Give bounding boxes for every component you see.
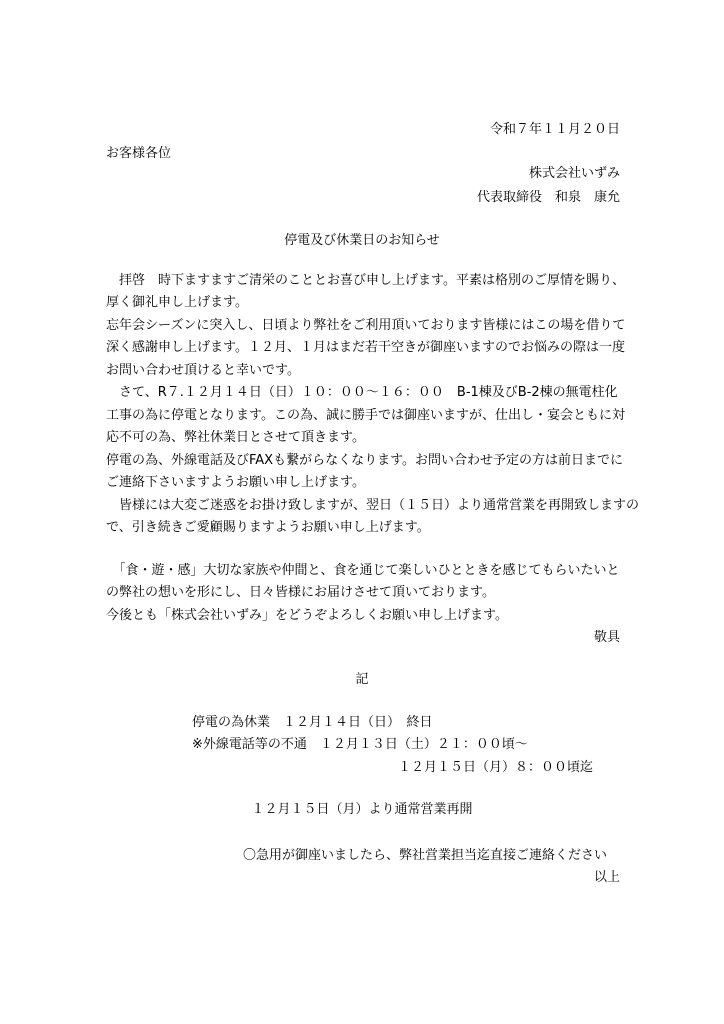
body-line: 工事の為に停電となります。この為、誠に勝手では御座いますが、仕出し・宴会ともに対 (106, 408, 625, 423)
body-line: 停電の為、外線電話及びFAXも繋がらなくなります。お問い合わせ予定の方は前日までに (106, 453, 624, 468)
body-line: 応不可の為、弊社休業日とさせて頂きます。 (106, 430, 365, 445)
letter-date: 令和７年１１月２０日 (489, 122, 620, 137)
body-line: 忘年会シーズンに突入し、日頃より弊社をご利用頂いております皆様にはこの場を借りて (106, 318, 626, 333)
phone-outage-start: ※外線電話等の不通 １２月１３日（土）２１：００頃～ (192, 737, 528, 752)
body-line: 厚く御礼申し上げます。 (106, 295, 248, 310)
message-line: の弊社の想いを形にし、日々皆様にお届けさせて頂いております。 (106, 585, 495, 600)
resume-notice: １２月１５日（月）より通常営業再開 (251, 802, 473, 817)
body-line: お問い合わせ頂けると幸いです。 (106, 363, 300, 378)
message-line: 「食・遊・感」大切な家族や仲間と、食を通じて楽しいひとときを感じてもらいたいと (106, 563, 620, 578)
body-line: で、引き続きご愛顧賜りますようお願い申し上げます。 (106, 520, 430, 535)
closure-schedule: 停電の為休業 １２月１４日（日） 終日 (192, 715, 433, 730)
company-name: 株式会社いずみ (528, 166, 620, 181)
body-line: 皆様には大変ご迷惑をお掛け致しますが、翌日（１５日）より通常営業を再開致しますの (106, 498, 640, 513)
body-line: ご連絡下さいますようお願い申し上げます。 (106, 475, 365, 490)
body-line: 拝啓 時下ますますご清栄のこととお喜び申し上げます。平素は格別のご厚情を賜り、 (106, 273, 625, 288)
letter-title: 停電及び休業日のお知らせ (284, 233, 440, 248)
body-line: 深く感謝申し上げます。１２月、１月はまだ若干空きが御座いますのでお悩みの際は一度 (106, 340, 625, 355)
phone-outage-end: １２月１５日（月）８：００頃迄 (398, 760, 594, 775)
message-line: 今後とも「株式会社いずみ」をどうぞよろしくお願い申し上げます。 (106, 608, 508, 623)
ki-heading: 記 (355, 672, 369, 687)
representative: 代表取締役 和泉 康允 (476, 190, 620, 205)
closing-keigu: 敬具 (593, 630, 620, 645)
urgent-contact: 〇急用が御座いましたら、弊社営業担当迄直接ご連絡ください (243, 848, 608, 863)
body-line: さて、R７.１２月１４日（日）１０：００～１６：００ B-1棟及びB-2棟の無電柱化 (106, 385, 618, 400)
end-ijou: 以上 (593, 870, 620, 885)
recipient: お客様各位 (106, 146, 172, 161)
